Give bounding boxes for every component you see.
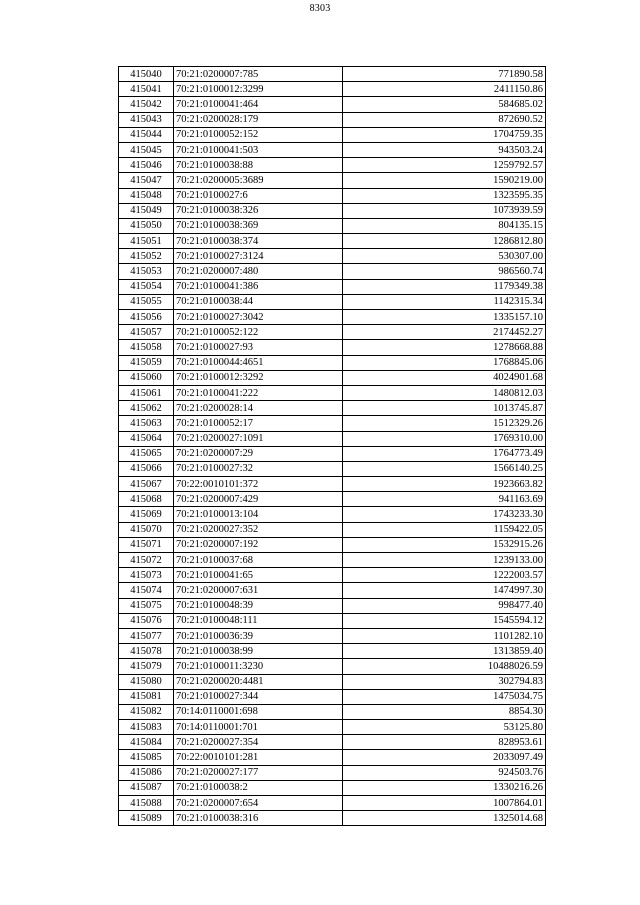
value-cell: 530307.00 [343, 249, 546, 264]
cadastral-number-cell: 70:21:0200027:177 [174, 765, 343, 780]
table-row [119, 142, 546, 157]
value-cell: 804135.15 [343, 218, 546, 233]
table-row [119, 583, 546, 598]
cadastral-number-cell: 70:21:0200027:1091 [174, 431, 343, 446]
row-number-cell: 415078 [119, 644, 174, 659]
row-number-cell: 415044 [119, 127, 174, 142]
cadastral-number-cell: 70:21:0100041:65 [174, 568, 343, 583]
row-number-cell: 415041 [119, 82, 174, 97]
row-number-cell: 415079 [119, 659, 174, 674]
cadastral-number-cell: 70:21:0100011:3230 [174, 659, 343, 674]
cadastral-number-cell: 70:21:0100044:4651 [174, 355, 343, 370]
row-number-cell: 415061 [119, 385, 174, 400]
table-row [119, 628, 546, 643]
row-number-cell: 415089 [119, 811, 174, 826]
row-number-cell: 415054 [119, 279, 174, 294]
value-cell: 771890.58 [343, 67, 546, 82]
cadastral-number-cell: 70:22:0010101:372 [174, 477, 343, 492]
value-cell: 1325014.68 [343, 811, 546, 826]
row-number-cell: 415059 [119, 355, 174, 370]
cadastral-number-cell: 70:21:0100027:344 [174, 689, 343, 704]
table-row [119, 325, 546, 340]
value-cell: 302794.83 [343, 674, 546, 689]
row-number-cell: 415051 [119, 234, 174, 249]
value-cell: 1769310.00 [343, 431, 546, 446]
row-number-cell: 415056 [119, 310, 174, 325]
cadastral-number-cell: 70:21:0100038:99 [174, 644, 343, 659]
value-cell: 1259792.57 [343, 158, 546, 173]
table-row [119, 674, 546, 689]
row-number-cell: 415067 [119, 477, 174, 492]
row-number-cell: 415082 [119, 704, 174, 719]
cadastral-number-cell: 70:21:0200007:429 [174, 492, 343, 507]
value-cell: 941163.69 [343, 492, 546, 507]
value-cell: 1330216.26 [343, 780, 546, 795]
table-row [119, 659, 546, 674]
row-number-cell: 415075 [119, 598, 174, 613]
cadastral-number-cell: 70:21:0100048:39 [174, 598, 343, 613]
table-row [119, 188, 546, 203]
table-row [119, 97, 546, 112]
value-cell: 924503.76 [343, 765, 546, 780]
cadastral-number-cell: 70:21:0100027:3124 [174, 249, 343, 264]
cadastral-number-cell: 70:21:0100041:464 [174, 97, 343, 112]
row-number-cell: 415087 [119, 780, 174, 795]
cadastral-number-cell: 70:21:0100038:374 [174, 234, 343, 249]
table-row [119, 446, 546, 461]
table-row [119, 720, 546, 735]
cadastral-number-cell: 70:22:0010101:281 [174, 750, 343, 765]
cadastral-number-cell: 70:21:0100048:111 [174, 613, 343, 628]
table-row [119, 401, 546, 416]
row-number-cell: 415085 [119, 750, 174, 765]
table-row [119, 264, 546, 279]
row-number-cell: 415062 [119, 401, 174, 416]
table-row [119, 385, 546, 400]
row-number-cell: 415066 [119, 461, 174, 476]
row-number-cell: 415055 [119, 294, 174, 309]
table-row [119, 750, 546, 765]
table-row [119, 553, 546, 568]
table-row [119, 492, 546, 507]
table-row [119, 765, 546, 780]
cadastral-number-cell: 70:21:0100038:44 [174, 294, 343, 309]
value-cell: 1278668.88 [343, 340, 546, 355]
value-cell: 872690.52 [343, 112, 546, 127]
table-row [119, 416, 546, 431]
table-row [119, 82, 546, 97]
value-cell: 2411150.86 [343, 82, 546, 97]
table-row [119, 294, 546, 309]
table-row [119, 644, 546, 659]
table-row [119, 218, 546, 233]
value-cell: 986560.74 [343, 264, 546, 279]
table-row [119, 780, 546, 795]
cadastral-number-cell: 70:21:0200007:480 [174, 264, 343, 279]
cadastral-number-cell: 70:21:0200027:354 [174, 735, 343, 750]
cadastral-number-cell: 70:21:0200028:179 [174, 112, 343, 127]
table-row [119, 811, 546, 826]
cadastral-number-cell: 70:21:0100052:122 [174, 325, 343, 340]
row-number-cell: 415065 [119, 446, 174, 461]
row-number-cell: 415057 [119, 325, 174, 340]
row-number-cell: 415052 [119, 249, 174, 264]
cadastral-number-cell: 70:21:0100038:2 [174, 780, 343, 795]
row-number-cell: 415047 [119, 173, 174, 188]
table-row [119, 67, 546, 82]
cadastral-number-cell: 70:21:0200007:192 [174, 537, 343, 552]
cadastral-number-cell: 70:21:0100027:32 [174, 461, 343, 476]
row-number-cell: 415086 [119, 765, 174, 780]
value-cell: 1159422.05 [343, 522, 546, 537]
value-cell: 2174452.27 [343, 325, 546, 340]
row-number-cell: 415070 [119, 522, 174, 537]
table-row [119, 613, 546, 628]
cadastral-number-cell: 70:21:0100012:3292 [174, 370, 343, 385]
row-number-cell: 415080 [119, 674, 174, 689]
cadastral-number-cell: 70:21:0200028:14 [174, 401, 343, 416]
value-cell: 1475034.75 [343, 689, 546, 704]
row-number-cell: 415058 [119, 340, 174, 355]
cadastral-number-cell: 70:21:0200007:785 [174, 67, 343, 82]
value-cell: 943503.24 [343, 142, 546, 157]
cadastral-number-cell: 70:21:0100041:222 [174, 385, 343, 400]
cadastral-number-cell: 70:14:0110001:698 [174, 704, 343, 719]
table-row [119, 370, 546, 385]
cadastral-number-cell: 70:21:0200007:631 [174, 583, 343, 598]
cadastral-number-cell: 70:21:0100027:6 [174, 188, 343, 203]
cadastral-number-cell: 70:21:0100036:39 [174, 628, 343, 643]
value-cell: 998477.40 [343, 598, 546, 613]
cadastral-number-cell: 70:21:0100012:3299 [174, 82, 343, 97]
row-number-cell: 415084 [119, 735, 174, 750]
row-number-cell: 415046 [119, 158, 174, 173]
table-row [119, 477, 546, 492]
row-number-cell: 415077 [119, 628, 174, 643]
cadastral-number-cell: 70:21:0100027:93 [174, 340, 343, 355]
value-cell: 1222003.57 [343, 568, 546, 583]
value-cell: 4024901.68 [343, 370, 546, 385]
value-cell: 828953.61 [343, 735, 546, 750]
cadastral-number-cell: 70:21:0100038:316 [174, 811, 343, 826]
table-row [119, 796, 546, 811]
cadastral-number-cell: 70:21:0100038:369 [174, 218, 343, 233]
table-row [119, 568, 546, 583]
value-cell: 53125.80 [343, 720, 546, 735]
value-cell: 1179349.38 [343, 279, 546, 294]
table-row [119, 355, 546, 370]
row-number-cell: 415074 [119, 583, 174, 598]
table-row [119, 173, 546, 188]
value-cell: 1335157.10 [343, 310, 546, 325]
value-cell: 584685.02 [343, 97, 546, 112]
value-cell: 1101282.10 [343, 628, 546, 643]
value-cell: 1923663.82 [343, 477, 546, 492]
value-cell: 2033097.49 [343, 750, 546, 765]
value-cell: 10488026.59 [343, 659, 546, 674]
cadastral-number-cell: 70:21:0200005:3689 [174, 173, 343, 188]
row-number-cell: 415076 [119, 613, 174, 628]
table-body [119, 67, 546, 826]
cadastral-value-table [118, 66, 546, 826]
row-number-cell: 415050 [119, 218, 174, 233]
value-cell: 1313859.40 [343, 644, 546, 659]
table-row [119, 310, 546, 325]
row-number-cell: 415040 [119, 67, 174, 82]
value-cell: 1239133.00 [343, 553, 546, 568]
table-row [119, 598, 546, 613]
row-number-cell: 415045 [119, 142, 174, 157]
value-cell: 1142315.34 [343, 294, 546, 309]
cadastral-number-cell: 70:21:0100027:3042 [174, 310, 343, 325]
row-number-cell: 415088 [119, 796, 174, 811]
value-cell: 1704759.35 [343, 127, 546, 142]
value-cell: 1013745.87 [343, 401, 546, 416]
value-cell: 1007864.01 [343, 796, 546, 811]
table-row [119, 507, 546, 522]
cadastral-number-cell: 70:21:0100041:386 [174, 279, 343, 294]
row-number-cell: 415049 [119, 203, 174, 218]
cadastral-number-cell: 70:21:0200007:654 [174, 796, 343, 811]
value-cell: 1512329.26 [343, 416, 546, 431]
row-number-cell: 415053 [119, 264, 174, 279]
cadastral-number-cell: 70:21:0100041:503 [174, 142, 343, 157]
table-row [119, 158, 546, 173]
value-cell: 1566140.25 [343, 461, 546, 476]
value-cell: 1323595.35 [343, 188, 546, 203]
table-row [119, 537, 546, 552]
value-cell: 1743233.30 [343, 507, 546, 522]
row-number-cell: 415071 [119, 537, 174, 552]
row-number-cell: 415042 [119, 97, 174, 112]
table-row [119, 279, 546, 294]
table-row [119, 461, 546, 476]
cadastral-number-cell: 70:21:0100013:104 [174, 507, 343, 522]
row-number-cell: 415072 [119, 553, 174, 568]
cadastral-number-cell: 70:21:0100038:326 [174, 203, 343, 218]
cadastral-number-cell: 70:21:0100037:68 [174, 553, 343, 568]
value-cell: 1590219.00 [343, 173, 546, 188]
row-number-cell: 415043 [119, 112, 174, 127]
row-number-cell: 415081 [119, 689, 174, 704]
cadastral-number-cell: 70:21:0200020:4481 [174, 674, 343, 689]
cadastral-number-cell: 70:21:0200007:29 [174, 446, 343, 461]
value-cell: 1768845.06 [343, 355, 546, 370]
table-row [119, 203, 546, 218]
cadastral-number-cell: 70:14:0110001:701 [174, 720, 343, 735]
table-row [119, 522, 546, 537]
page-number: 8303 [309, 3, 331, 14]
table-row [119, 704, 546, 719]
cadastral-number-cell: 70:21:0100052:17 [174, 416, 343, 431]
table-row [119, 431, 546, 446]
table-row [119, 689, 546, 704]
row-number-cell: 415068 [119, 492, 174, 507]
value-cell: 1480812.03 [343, 385, 546, 400]
table-row [119, 112, 546, 127]
row-number-cell: 415063 [119, 416, 174, 431]
value-cell: 8854.30 [343, 704, 546, 719]
value-cell: 1073939.59 [343, 203, 546, 218]
value-cell: 1286812.80 [343, 234, 546, 249]
cadastral-number-cell: 70:21:0200027:352 [174, 522, 343, 537]
cadastral-number-cell: 70:21:0100052:152 [174, 127, 343, 142]
row-number-cell: 415073 [119, 568, 174, 583]
value-cell: 1764773.49 [343, 446, 546, 461]
table-row [119, 127, 546, 142]
table-row [119, 340, 546, 355]
row-number-cell: 415083 [119, 720, 174, 735]
row-number-cell: 415064 [119, 431, 174, 446]
row-number-cell: 415069 [119, 507, 174, 522]
table-row [119, 234, 546, 249]
row-number-cell: 415060 [119, 370, 174, 385]
value-cell: 1474997.30 [343, 583, 546, 598]
cadastral-number-cell: 70:21:0100038:88 [174, 158, 343, 173]
value-cell: 1545594.12 [343, 613, 546, 628]
table-row [119, 249, 546, 264]
row-number-cell: 415048 [119, 188, 174, 203]
value-cell: 1532915.26 [343, 537, 546, 552]
table-row [119, 735, 546, 750]
